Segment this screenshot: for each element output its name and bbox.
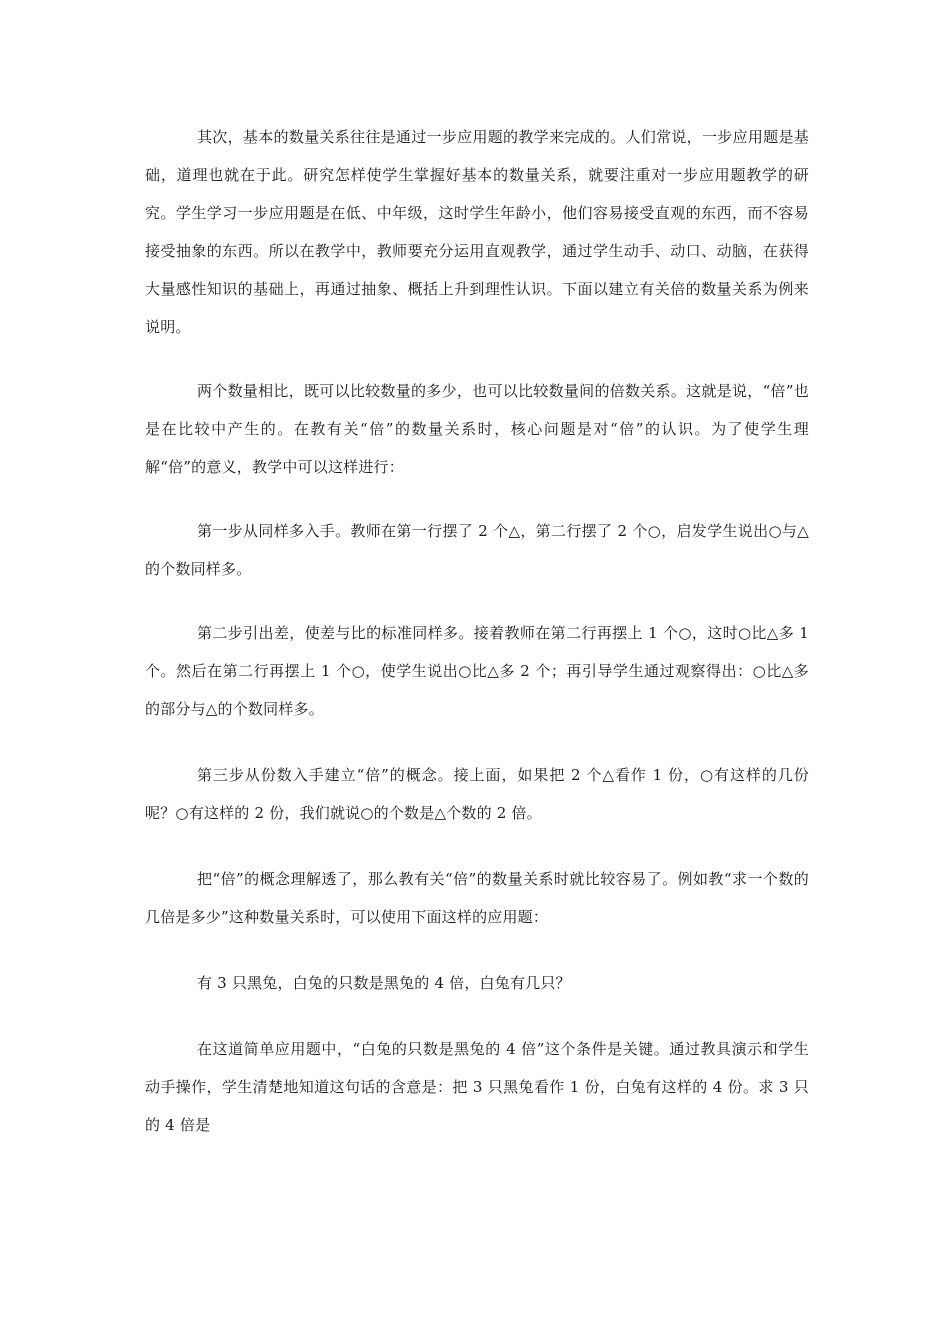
paragraph-teaching-example: 把“倍”的概念理解透了，那么教有关“倍”的数量关系时就比较容易了。例如教“求一个数的几倍是多少”这种数量关系时，可以使用下面这样的应用题：: [145, 870, 809, 926]
paragraph-problem-analysis: 在这道简单应用题中，“白兔的只数是黑兔的 4 倍”这个条件是关键。通过教具演示和学生动手操作，学生清楚地知道这句话的含意是：把 3 只黑兔看作 1 份，白兔有这样的 4 份。求 3 只的 4 倍是: [145, 1040, 809, 1134]
paragraph-multiple-concept: 两个数量相比，既可以比较数量的多少，也可以比较数量间的倍数关系。这就是说，“倍”也是在比较中产生的。在教有关“倍”的数量关系时，核心问题是对“倍”的认识。为了使学生理解“倍”的意义，教学中可以这样进行：: [145, 382, 809, 476]
paragraph-basic-quantity-relations: 其次，基本的数量关系往往是通过一步应用题的教学来完成的。人们常说，一步应用题是基础，道理也就在于此。研究怎样使学生掌握好基本的数量关系，就要注重对一步应用题教学的研究。学生学习一步应用题是在低、中年级，这时学生年龄小，他们容易接受直观的东西，而不容易接受抽象的东西。所以在教学中，教师要充分运用直观教学，通过学生动手、动口、动脑，在获得大量感性知识的基础上，再通过抽象、概括上升到理性认识。下面以建立有关倍的数量关系为例来说明。: [145, 128, 809, 336]
paragraph-word-problem: 有 3 只黑兔，白兔的只数是黑兔的 4 倍，白兔有几只？: [197, 974, 571, 992]
paragraph-step-three: 第三步从份数入手建立“倍”的概念。接上面，如果把 2 个△看作 1 份，○有这样的几份呢？○有这样的 2 份，我们就说○的个数是△个数的 2 倍。: [145, 766, 809, 822]
document-body: [145, 118, 809, 1144]
paragraph-step-two: 第二步引出差，使差与比的标准同样多。接着教师在第二行再摆上 1 个○，这时○比△多 1 个。然后在第二行再摆上 1 个○，使学生说出○比△多 2 个；再引导学生通过观察得出：○比△多的部分与△的个数同样多。: [145, 624, 809, 718]
paragraph-step-one: 第一步从同样多入手。教师在第一行摆了 2 个△，第二行摆了 2 个○，启发学生说出○与△的个数同样多。: [145, 522, 809, 578]
